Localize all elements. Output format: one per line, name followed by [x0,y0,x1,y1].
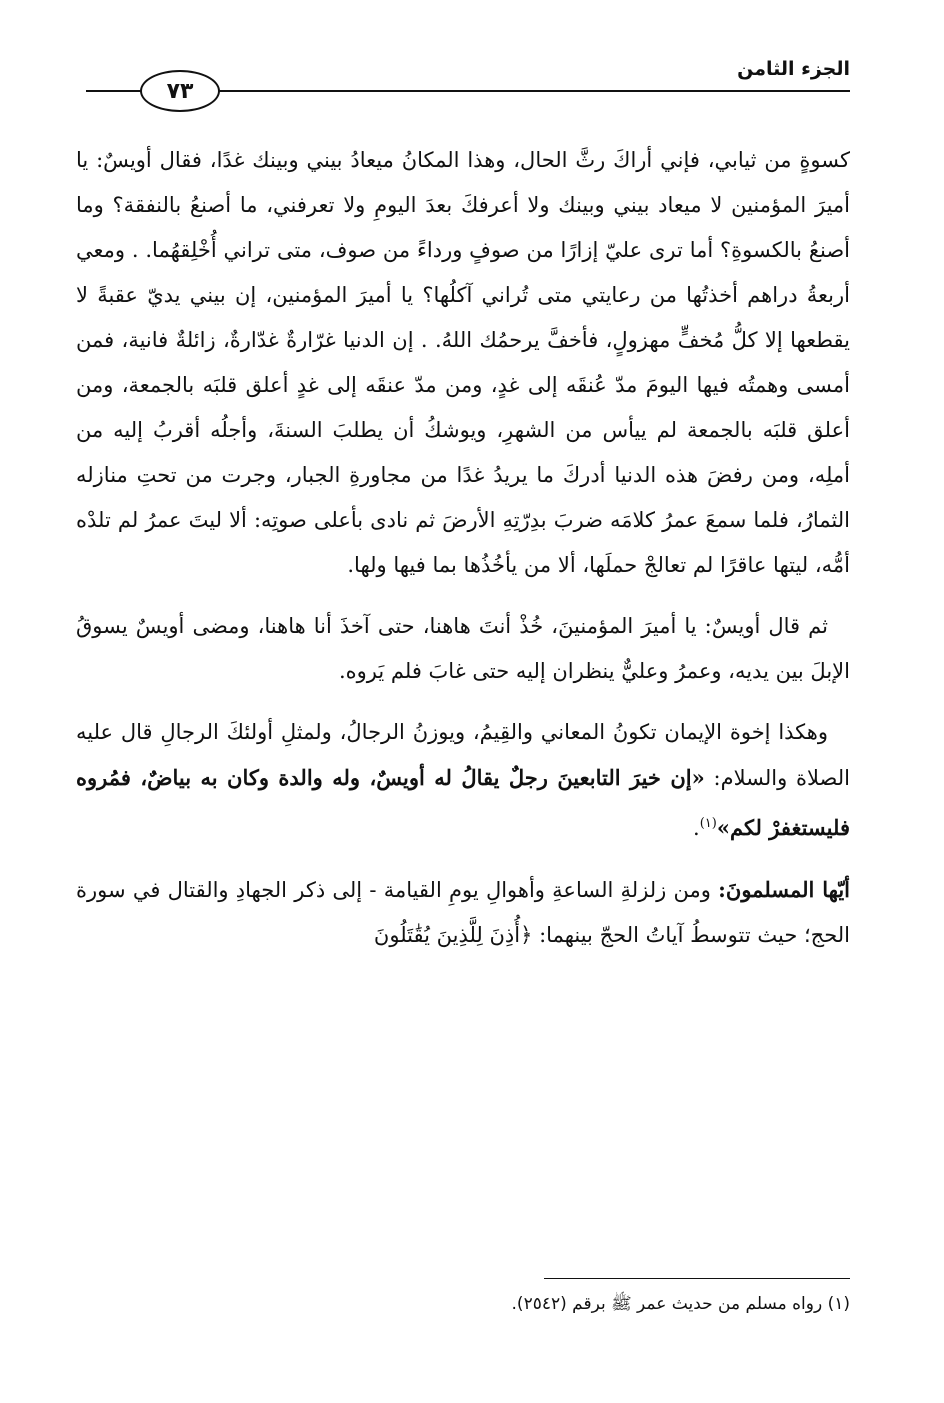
page-number: ٧٣ [140,70,220,112]
hadith-quote: «إن خيرَ التابعينَ رجلٌ يقالُ له أويسٌ، وله والدة وكان به بياضٌ، فمُروه فليستغفرْ لكم» [76,765,850,840]
page-body [76,138,850,958]
paragraph-2: ثم قال أويسٌ: يا أميرَ المؤمنينَ، خُذْ أنتَ هاهنا، حتى آخذَ أنا هاهنا، ومضى أويسٌ يسوقُ الإبلَ بين يديه، وعمرُ وعليٌّ ينظران إليه حتى غابَ فلم يَروه. [76,614,850,683]
book-part-title: الجزء الثامن [737,58,850,80]
page-header [86,52,850,112]
paragraph-4-text: ومن زلزلةِ الساعةِ وأهوالِ يومِ القيامة - إلى ذكر الجهادِ والقتال في سورة الحج؛ حيث تتوسطُ آياتُ الحجّ بينهما: ﴿أُذِنَ لِلَّذِينَ يُقَٰتَلُونَ [76,878,850,947]
paragraph-3-text: وهكذا إخوة الإيمان تكونُ المعاني والقِيمُ، ويوزنُ الرجالُ، ولمثلِ أولئكَ الرجالِ قال عليه الصلاة والسلام: [76,720,851,790]
paragraph-4 [76,867,850,958]
paragraph-3 [76,710,850,851]
address-heading: أيّها المسلمونَ: [718,877,850,902]
footnote-reference: (١) [699,816,717,831]
paragraph-3-end: . [693,816,700,840]
footnote-separator [544,1278,850,1279]
footnote: (١) رواه مسلم من حديث عمر ﷺ برقم (٢٥٤٢). [511,1294,850,1314]
paragraph-1: كسوةٍ من ثيابي، فإني أراكَ رثَّ الحال، وهذا المكانُ ميعادُ بيني وبينك غدًا، فقال أويسٌ: يا أميرَ المؤمنين لا ميعاد بيني وبينك ولا أعرفكَ بعدَ اليومِ ولا تعرفني، ما أصنعُ بالنفقة؟ وما أصنعُ بالكسوةِ؟ أما ترى عليّ إزارًا من صوفٍ ورداءً من صوف، متى تراني أُخْلِقهُما. . ومعي أربعةُ دراهم أخذتُها من رعايتي متى تُراني آكلُها؟ يا أميرَ المؤمنين، إن بيني يديّ عقبةً لا يقطعها إلا كلُّ مُخفٍّ مهزولٍ، فأخفَّ يرحمُك اللهُ. . إن الدنيا غرّارةٌ غدّارةٌ، زائلةٌ فانية، فمن أمسى وهمتُه فيها اليومَ مدّ عُنقَه إلى غدٍ، ومن مدّ عنقَه إلى غدٍ أعلق قلبَه بالجمعة، ومن أعلق قلبَه بالجمعة لم ييأس من الشهرِ، ويوشكُ أن يطلبَ السنةَ، وأجلُه أقربُ إليه من أملِه، ومن رفضَ هذه الدنيا أدركَ ما يريدُ غدًا من مجاورةِ الجبار، وجرت من تحتِ منازله الثمارُ، فلما سمعَ عمرُ كلامَه ضربَ بدِرّتِهِ الأرضَ ثم نادى بأعلى صوتِه: ألا ليتَ عمرُ لم تلدْه أمُّه، ليتها عاقرًا لم تعالجْ حملَها، ألا من يأخُذُها بما فيها ولها. [76,148,850,577]
